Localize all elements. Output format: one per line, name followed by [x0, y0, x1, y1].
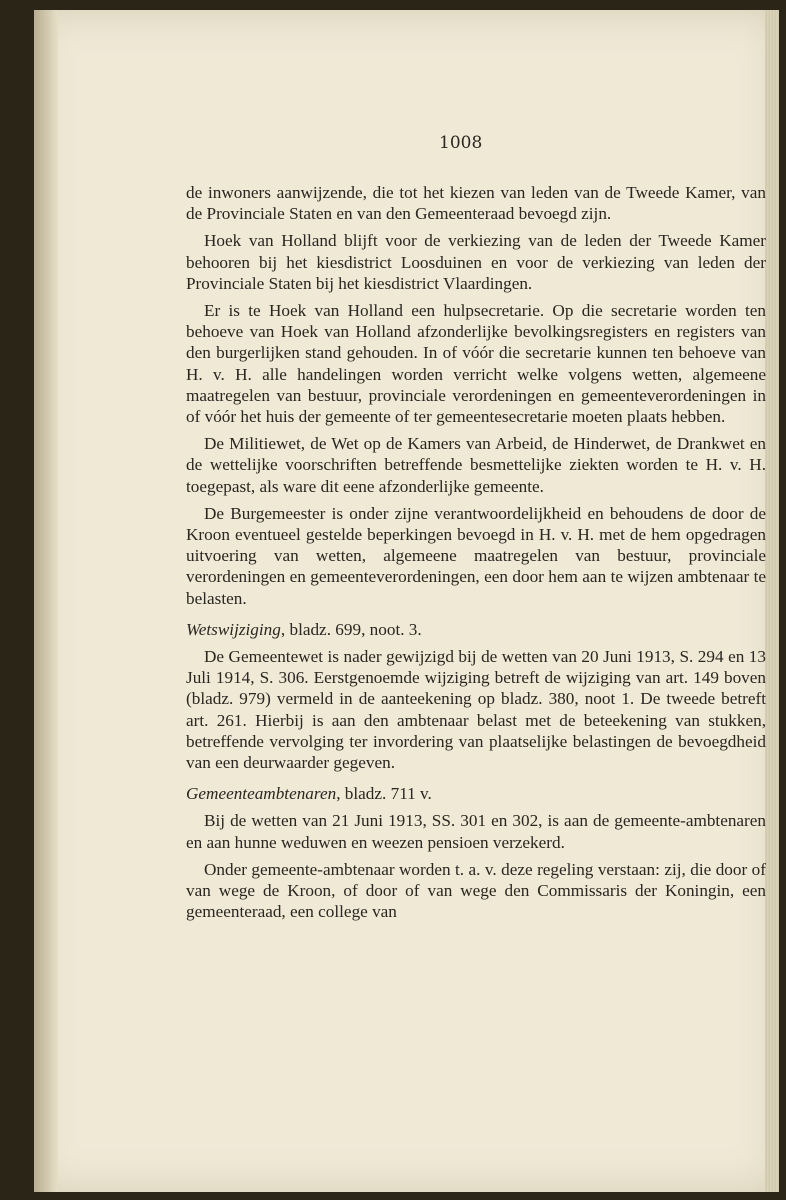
page-number: 1008 — [439, 133, 483, 153]
book-page — [34, 10, 779, 1192]
paragraph-7: Bij de wetten van 21 Juni 1913, SS. 301 en 302, is aan de gemeente-ambtenaren en aan hunne weduwen en weezen pensioen verzekerd. — [186, 811, 766, 852]
paragraph-2: Hoek van Holland blijft voor de verkiezing van de leden der Tweede Kamer behooren bij het kiesdistrict Loosduinen en voor de verkiezing van leden der Provinciale Staten bij het kiesdistrict Vlaardingen. — [186, 231, 766, 293]
section-heading-wetswijziging — [186, 619, 766, 640]
section-title: Gemeenteambtenaren — [186, 784, 337, 804]
page-gutter — [34, 10, 58, 1192]
paragraph-3: Er is te Hoek van Holland een hulpsecretarie. Op die secretarie worden ten behoeve van Hoek van Holland afzonderlijke bevolkingsregisters en registers van den burgerlijken stand gehouden. In of vóór die secretarie kunnen ten behoeve van H. v. H. alle handelingen worden verricht welke volgens wetten, algemeene maatregelen van bestuur, provinciale verordeningen en gemeenteverordeningen in of vóór het huis der gemeente of ter gemeentesecretarie moeten plaats hebben. — [186, 301, 766, 427]
section-heading-gemeenteambtenaren — [186, 783, 766, 804]
body-text — [186, 182, 766, 929]
paragraph-8: Onder gemeente-ambtenaar worden t. a. v. deze regeling verstaan: zij, die door of van wege de Kroon, of door of van wege den Commissaris der Koningin, een gemeenteraad, een college van — [186, 859, 766, 922]
paragraph-6: De Gemeentewet is nader gewijzigd bij de wetten van 20 Juni 1913, S. 294 en 13 Juli 1914, S. 306. Eerstgenoemde wijziging betreft de wijziging van art. 149 boven (bladz. 979) vermeld in de aanteekening op bladz. 380, noot 1. De tweede betreft art. 261. Hierbij is aan den ambtenaar belast met de beteekening van stukken, betreffende vervolging ter invordering van plaatselijke belastingen de bevoegdheid van een deurwaarder gegeven. — [186, 647, 766, 773]
paragraph-1: de inwoners aanwijzende, die tot het kiezen van leden van de Tweede Kamer, van de Provinciale Staten en van den Gemeenteraad bevoegd zijn. — [186, 183, 766, 224]
paragraph-4: De Militiewet, de Wet op de Kamers van Arbeid, de Hinderwet, de Drankwet en de wettelijke voorschriften betreffende besmettelijke ziekten worden te H. v. H. toegepast, als ware dit eene afzonderlijke gemeente. — [186, 434, 766, 496]
section-reference: , bladz. 699, noot. 3. — [280, 619, 422, 639]
section-reference: , bladz. 711 v. — [336, 784, 432, 804]
paragraph-5: De Burgemeester is onder zijne verantwoordelijkheid en behoudens de door de Kroon eventueel gestelde beperkingen bevoegd in H. v. H. met de hem opgedragen uitvoering van wetten, algemeene maatregelen van bestuur, provinciale verordeningen en gemeenteverordeningen, een door hem aan te wijzen ambtenaar te belasten. — [186, 503, 766, 608]
page-edge — [765, 10, 779, 1192]
section-title: Wetswijziging — [186, 619, 281, 639]
